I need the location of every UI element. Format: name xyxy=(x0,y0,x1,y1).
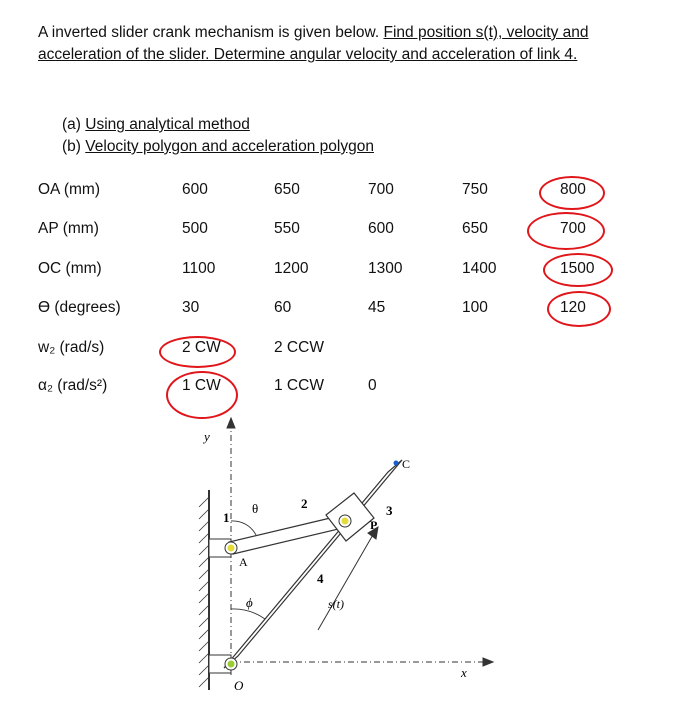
table-cell: 650 xyxy=(462,220,488,237)
part-a: (a) Using analytical method xyxy=(62,116,250,133)
row-label: OC (mm) xyxy=(38,260,102,277)
table-cell: 1300 xyxy=(368,260,403,277)
table-row xyxy=(38,339,658,361)
table-cell: 750 xyxy=(462,181,488,198)
selection-circle xyxy=(166,371,238,419)
table-cell: 600 xyxy=(368,220,394,237)
y-axis-arrow xyxy=(227,418,235,428)
table-cell: 45 xyxy=(368,299,386,316)
pin-o-center xyxy=(228,661,235,668)
label-x: x xyxy=(461,665,467,680)
selection-circle xyxy=(159,336,236,368)
label-link-2: 2 xyxy=(301,496,308,511)
table-cell: 30 xyxy=(182,299,200,316)
selection-circle xyxy=(547,291,611,327)
link-4 xyxy=(224,460,402,668)
table-cell: 800 xyxy=(560,181,586,198)
table-cell: 1100 xyxy=(182,260,216,277)
table-cell: 700 xyxy=(560,220,586,237)
table-cell: 500 xyxy=(182,220,208,237)
table-cell: 2 CW xyxy=(182,339,221,356)
table-cell: 600 xyxy=(182,181,208,198)
mechanism-diagram xyxy=(190,415,500,700)
pin-a-center xyxy=(228,545,235,552)
table-cell: 100 xyxy=(462,299,488,316)
pin-p-center xyxy=(342,518,349,525)
label-p: P xyxy=(370,518,378,532)
table-cell: 0 xyxy=(368,377,377,394)
table-cell: 650 xyxy=(274,181,300,198)
point-c xyxy=(394,461,399,466)
table-cell: 120 xyxy=(560,299,586,316)
row-label: AP (mm) xyxy=(38,220,99,237)
table-cell: 2 CCW xyxy=(274,339,324,356)
part-b: (b) Velocity polygon and acceleration polygon xyxy=(62,138,374,155)
problem-intro: A inverted slider crank mechanism is given below. xyxy=(38,24,380,41)
phi-arc xyxy=(231,609,265,619)
table-cell: 60 xyxy=(274,299,292,316)
table-cell: 1500 xyxy=(560,260,595,277)
label-theta: θ xyxy=(252,501,259,516)
link-2 xyxy=(229,515,347,554)
label-link-4: 4 xyxy=(317,571,324,586)
label-y: y xyxy=(204,429,210,444)
table-cell: 550 xyxy=(274,220,300,237)
label-o: O xyxy=(234,678,244,693)
table-cell: 1400 xyxy=(462,260,497,277)
selection-circle xyxy=(539,176,605,210)
table-cell: 1 CCW xyxy=(274,377,324,394)
label-a: A xyxy=(239,555,248,569)
row-label: ϴ (degrees) xyxy=(38,299,121,316)
table-cell: 1 CW xyxy=(182,377,221,394)
label-link-1: 1 xyxy=(223,510,230,525)
problem-task: Find position s(t), velocity and acceleration of the slider. Determine angular velocity and acceleration of link 4. xyxy=(38,24,589,63)
label-link-3: 3 xyxy=(386,503,393,518)
row-label: α₂ (rad/s²) xyxy=(38,377,108,394)
row-label: w₂ (rad/s) xyxy=(38,339,105,356)
problem-statement xyxy=(38,22,650,66)
table-cell: 700 xyxy=(368,181,394,198)
table-cell: 1200 xyxy=(274,260,309,277)
table-row xyxy=(38,377,658,399)
selection-circle xyxy=(543,253,613,287)
theta-arc xyxy=(231,521,256,535)
label-phi: ϕ xyxy=(246,595,253,610)
ground-hatching xyxy=(199,497,209,687)
row-label: OA (mm) xyxy=(38,181,100,198)
label-s: s(t) xyxy=(328,597,344,611)
problem-parts xyxy=(62,114,374,158)
label-c: C xyxy=(402,457,411,471)
selection-circle xyxy=(527,212,605,250)
x-axis-arrow xyxy=(483,658,493,666)
